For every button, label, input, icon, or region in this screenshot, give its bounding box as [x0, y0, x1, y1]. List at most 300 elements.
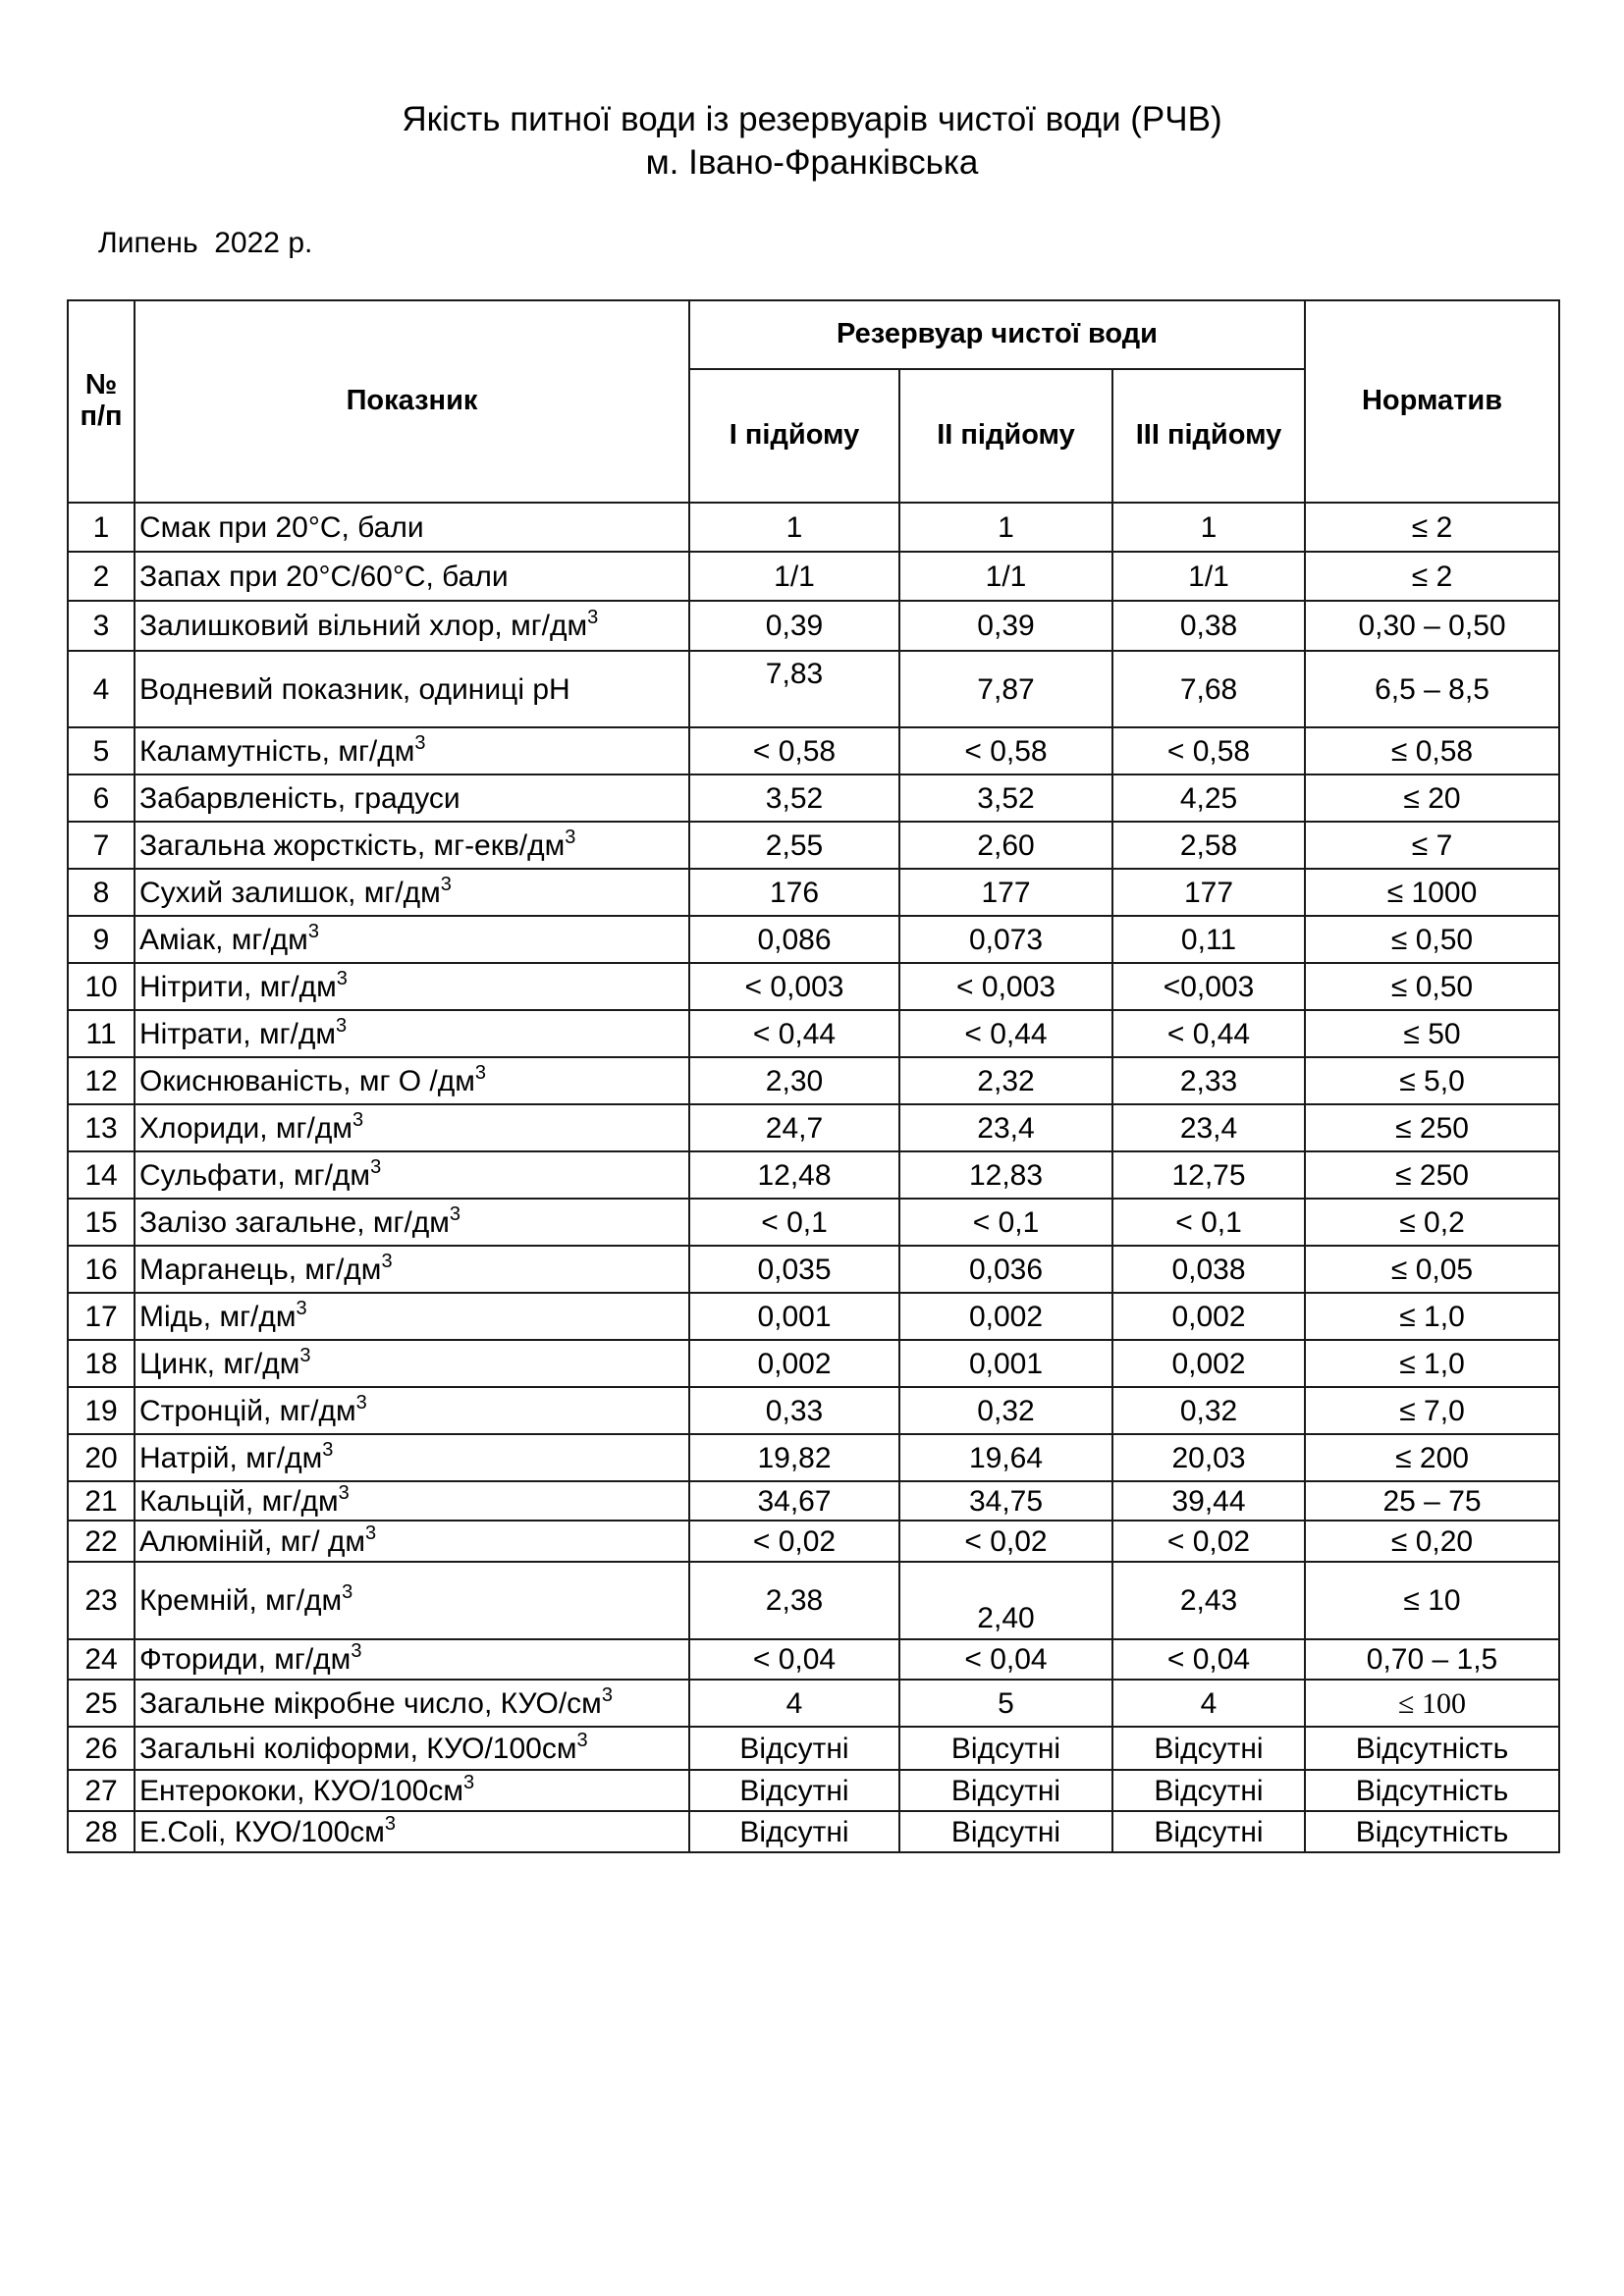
table-row [68, 1639, 1559, 1680]
row-number [68, 1727, 135, 1770]
indicator-name-text: Аміак, мг/дм [139, 923, 308, 956]
indicator-name-text: Натрій, мг/дм [139, 1441, 323, 1474]
indicator-name [135, 1727, 689, 1770]
reservoir-2-value-text: 12,83 [968, 1158, 1044, 1192]
reservoir-2-value [899, 1340, 1112, 1387]
indicator-name [135, 651, 689, 727]
indicator-name [135, 1521, 689, 1562]
row-number [68, 727, 135, 774]
table-row [68, 1293, 1559, 1340]
reservoir-2-value-text: 5 [998, 1686, 1014, 1720]
norm-value [1305, 1151, 1559, 1199]
row-number-text: 13 [84, 1111, 118, 1145]
water-quality-table [67, 299, 1560, 1853]
reservoir-3-value-text: 12,75 [1171, 1158, 1246, 1192]
indicator-name [135, 1680, 689, 1727]
norm-value-text: ≤ 0,50 [1390, 923, 1474, 956]
reservoir-1-value-text: 0,086 [757, 923, 832, 956]
reservoir-3-value [1112, 601, 1305, 651]
table-row [68, 1104, 1559, 1151]
row-number-text: 11 [85, 1017, 117, 1050]
reservoir-2-value [899, 774, 1112, 822]
table-row [68, 822, 1559, 869]
reservoir-2-value [899, 1562, 1112, 1639]
reservoir-3-value-text: 4,25 [1179, 781, 1238, 815]
reservoir-1-value [689, 1727, 899, 1770]
reservoir-1-value-text: Відсутні [739, 1815, 849, 1848]
reservoir-3-value [1112, 727, 1305, 774]
indicator-name [135, 1151, 689, 1199]
indicator-name-text: E.Coli, КУО/100см [139, 1815, 385, 1848]
row-number [68, 1770, 135, 1811]
header-number [68, 300, 135, 503]
unit-superscript: 3 [296, 1297, 307, 1319]
row-number-text: 14 [84, 1158, 118, 1192]
table-row [68, 1057, 1559, 1104]
reservoir-2-value [899, 1481, 1112, 1521]
norm-value [1305, 774, 1559, 822]
norm-value [1305, 1521, 1559, 1562]
indicator-name-text: Стронцій, мг/дм [139, 1394, 356, 1427]
indicator-name [135, 727, 689, 774]
header-reservoir-2: ІІ підйому [899, 369, 1112, 503]
norm-value [1305, 651, 1559, 727]
reservoir-3-value [1112, 1151, 1305, 1199]
reservoir-3-value-text: < 0,1 [1175, 1205, 1242, 1239]
indicator-name [135, 503, 689, 552]
reservoir-1-value-text: < 0,02 [752, 1524, 837, 1558]
norm-value-text: ≤ 2 [1411, 510, 1453, 544]
norm-value [1305, 1680, 1559, 1727]
indicator-name [135, 1057, 689, 1104]
unit-superscript: 3 [462, 1771, 475, 1793]
reservoir-1-value-text: 2,30 [765, 1064, 824, 1097]
indicator-name-text: Запах при 20°С/60°С, бали [139, 560, 509, 593]
row-number [68, 503, 135, 552]
indicator-name [135, 552, 689, 601]
reservoir-1-value [689, 916, 899, 963]
header-reservoir-1: І підйому [689, 369, 899, 503]
reservoir-3-value [1112, 1199, 1305, 1246]
unit-superscript: 3 [565, 826, 576, 848]
norm-value [1305, 916, 1559, 963]
reservoir-3-value-text: 0,002 [1171, 1300, 1246, 1333]
norm-value [1305, 503, 1559, 552]
reservoir-3-value-text: 4 [1200, 1686, 1218, 1720]
unit-superscript: 3 [299, 1344, 311, 1366]
unit-superscript: 3 [336, 967, 348, 989]
indicator-name-text: Водневий показник, одиниці рН [139, 672, 570, 706]
reservoir-3-value [1112, 1562, 1305, 1639]
norm-value [1305, 1246, 1559, 1293]
row-number [68, 774, 135, 822]
reservoir-2-value-text: < 0,02 [964, 1524, 1048, 1558]
reservoir-1-value [689, 1010, 899, 1057]
indicator-name-text: Мідь, мг/дм [139, 1300, 297, 1333]
reservoir-2-value-text: < 0,1 [972, 1205, 1040, 1239]
row-number-text: 4 [92, 672, 110, 706]
reservoir-2-value-text: 0,32 [977, 1394, 1035, 1427]
reservoir-3-value [1112, 1104, 1305, 1151]
unit-superscript: 3 [381, 1250, 393, 1272]
indicator-name [135, 1770, 689, 1811]
reservoir-3-value [1112, 1639, 1305, 1680]
table-row [68, 1680, 1559, 1727]
reservoir-3-value [1112, 651, 1305, 727]
norm-value-text: 6,5 – 8,5 [1375, 672, 1489, 706]
norm-value-text: ≤ 1000 [1386, 876, 1478, 909]
reservoir-1-value [689, 1246, 899, 1293]
reservoir-3-value [1112, 1010, 1305, 1057]
table-row [68, 1481, 1559, 1521]
reservoir-2-value [899, 1680, 1112, 1727]
reservoir-2-value [899, 1293, 1112, 1340]
reservoir-1-value [689, 1770, 899, 1811]
reservoir-2-value-text: 0,001 [968, 1347, 1044, 1380]
norm-value-text: ≤ 20 [1403, 781, 1461, 815]
reservoir-2-value-text: 0,036 [968, 1253, 1044, 1286]
reservoir-2-value-text: Відсутні [950, 1732, 1061, 1765]
header-row-1 [68, 300, 1559, 369]
reservoir-1-value [689, 1199, 899, 1246]
reservoir-2-value [899, 1057, 1112, 1104]
table-row [68, 1010, 1559, 1057]
unit-superscript: 3 [335, 1014, 348, 1037]
reservoir-1-value-text: 12,48 [757, 1158, 832, 1192]
indicator-name [135, 822, 689, 869]
reservoir-3-value-text: 1/1 [1188, 560, 1229, 593]
unit-superscript: 3 [370, 1155, 382, 1178]
unit-superscript: 3 [576, 1729, 588, 1751]
reservoir-2-value [899, 1199, 1112, 1246]
row-number-text: 22 [84, 1524, 118, 1558]
unit-superscript: 3 [587, 607, 599, 628]
reservoir-2-value [899, 1434, 1112, 1481]
reservoir-1-value-text: < 0,04 [752, 1643, 837, 1676]
unit-superscript: 3 [365, 1522, 377, 1544]
indicator-name [135, 1010, 689, 1057]
table-row [68, 869, 1559, 916]
unit-superscript: 3 [322, 1438, 334, 1461]
indicator-name-text: Кремній, мг/дм [139, 1584, 343, 1617]
table-row [68, 503, 1559, 552]
reservoir-1-value-text: 7,83 [765, 658, 824, 690]
row-number [68, 1387, 135, 1434]
reservoir-3-value-text: < 0,04 [1166, 1643, 1251, 1676]
norm-value-text: Відсутність [1355, 1774, 1509, 1807]
indicator-name [135, 1481, 689, 1521]
reservoir-2-value-text: 0,073 [968, 923, 1044, 956]
row-number [68, 601, 135, 651]
reservoir-2-value-text: 177 [981, 876, 1031, 909]
norm-value [1305, 1434, 1559, 1481]
reservoir-1-value-text: 1/1 [774, 560, 815, 593]
row-number-text: 21 [84, 1484, 118, 1518]
reservoir-3-value-text: 20,03 [1171, 1441, 1246, 1474]
indicator-name [135, 1340, 689, 1387]
reservoir-1-value [689, 552, 899, 601]
reservoir-2-value-text: 2,40 [977, 1602, 1035, 1634]
indicator-name [135, 774, 689, 822]
reservoir-3-value-text: 2,33 [1179, 1064, 1238, 1097]
norm-value-text: ≤ 0,50 [1390, 970, 1474, 1003]
reservoir-1-value [689, 1104, 899, 1151]
table-row [68, 1434, 1559, 1481]
indicator-name [135, 1434, 689, 1481]
reservoir-2-value [899, 1104, 1112, 1151]
norm-value [1305, 1010, 1559, 1057]
norm-value [1305, 1811, 1559, 1852]
indicator-name [135, 1293, 689, 1340]
row-number-text: 10 [84, 970, 118, 1003]
norm-value-text: ≤ 0,20 [1390, 1524, 1474, 1558]
reservoir-2-value [899, 1727, 1112, 1770]
norm-value-text: Відсутність [1355, 1732, 1509, 1765]
reservoir-1-value [689, 1481, 899, 1521]
reservoir-2-value-text: 0,39 [977, 610, 1035, 642]
indicator-name [135, 916, 689, 963]
indicator-name-text: Ентерококи, КУО/100см [139, 1774, 463, 1807]
reservoir-3-value-text: Відсутні [1154, 1774, 1264, 1807]
reservoir-1-value [689, 963, 899, 1010]
reservoir-2-value [899, 1639, 1112, 1680]
reservoir-1-value-text: < 0,003 [744, 970, 844, 1003]
norm-value [1305, 1104, 1559, 1151]
document-title [0, 98, 1624, 185]
indicator-name [135, 1199, 689, 1246]
norm-value [1305, 1199, 1559, 1246]
unit-superscript: 3 [342, 1581, 353, 1603]
indicator-name-text: Сухий залишок, мг/дм [139, 876, 441, 909]
reservoir-3-value-text: Відсутні [1154, 1815, 1264, 1848]
reservoir-2-value [899, 1387, 1112, 1434]
unit-superscript: 3 [355, 1391, 367, 1414]
table-row [68, 1811, 1559, 1852]
reservoir-3-value-text: 2,43 [1179, 1584, 1238, 1617]
header-number-line2: п/п [80, 400, 123, 432]
reservoir-2-value-text: 1 [998, 510, 1014, 544]
reservoir-1-value-text: < 0,1 [761, 1205, 828, 1239]
reservoir-1-value [689, 1057, 899, 1104]
table-row [68, 1151, 1559, 1199]
header-norm: Норматив [1305, 300, 1559, 503]
indicator-name-text: Смак при 20°С, бали [139, 510, 424, 544]
reservoir-1-value [689, 1387, 899, 1434]
row-number-text: 24 [84, 1643, 118, 1676]
reservoir-3-value-text: 0,002 [1171, 1347, 1246, 1380]
reservoir-2-value-text: 19,64 [968, 1441, 1044, 1474]
norm-value-text: ≤ 0,2 [1399, 1205, 1465, 1239]
reservoir-2-value [899, 601, 1112, 651]
reservoir-1-value-text: 2,55 [765, 828, 824, 862]
reservoir-2-value [899, 916, 1112, 963]
norm-value [1305, 1639, 1559, 1680]
reservoir-3-value-text: < 0,02 [1166, 1524, 1251, 1558]
row-number-text: 17 [84, 1300, 118, 1333]
table-row [68, 1727, 1559, 1770]
row-number-text: 1 [92, 510, 110, 544]
reservoir-3-value-text: 177 [1183, 876, 1234, 909]
reservoir-2-value [899, 1010, 1112, 1057]
row-number [68, 1562, 135, 1639]
row-number-text: 18 [84, 1347, 118, 1380]
norm-value-text: 0,70 – 1,5 [1366, 1643, 1498, 1676]
unit-superscript: 3 [352, 1108, 364, 1131]
row-number [68, 1680, 135, 1727]
unit-superscript: 3 [474, 1061, 487, 1084]
norm-value-text: ≤ 250 [1395, 1158, 1469, 1192]
reservoir-2-value [899, 1521, 1112, 1562]
norm-value-text: 0,30 – 0,50 [1358, 610, 1506, 642]
row-number [68, 1340, 135, 1387]
header-reservoir-group: Резервуар чистої води [689, 300, 1305, 369]
norm-value-text: ≤ 100 [1398, 1686, 1466, 1720]
reservoir-3-value-text: Відсутні [1154, 1732, 1264, 1765]
row-number-text: 20 [84, 1441, 118, 1474]
row-number [68, 1246, 135, 1293]
reservoir-3-value [1112, 1434, 1305, 1481]
table-row [68, 774, 1559, 822]
norm-value [1305, 601, 1559, 651]
reservoir-2-value [899, 1151, 1112, 1199]
indicator-name [135, 963, 689, 1010]
reservoir-1-value [689, 651, 899, 727]
reservoir-3-value [1112, 552, 1305, 601]
reservoir-1-value [689, 503, 899, 552]
indicator-name-text: Забарвленість, градуси [139, 781, 460, 815]
row-number [68, 1057, 135, 1104]
reservoir-2-value-text: 23,4 [977, 1111, 1035, 1145]
norm-value [1305, 1727, 1559, 1770]
reservoir-1-value-text: Відсутні [739, 1774, 849, 1807]
reservoir-2-value-text: < 0,44 [964, 1017, 1048, 1050]
row-number [68, 1104, 135, 1151]
row-number-text: 7 [92, 828, 110, 862]
reservoir-2-value-text: Відсутні [950, 1815, 1061, 1848]
reservoir-1-value [689, 1680, 899, 1727]
reservoir-3-value [1112, 916, 1305, 963]
norm-value [1305, 1481, 1559, 1521]
reservoir-1-value-text: 3,52 [765, 781, 824, 815]
reservoir-2-value [899, 503, 1112, 552]
reservoir-3-value [1112, 1246, 1305, 1293]
reservoir-2-value-text: Відсутні [950, 1774, 1061, 1807]
reservoir-3-value-text: 0,38 [1179, 610, 1238, 642]
indicator-name-text: Фториди, мг/дм [139, 1643, 352, 1676]
indicator-name-text: Нітрати, мг/дм [139, 1017, 336, 1050]
row-number-text: 8 [92, 876, 110, 909]
indicator-name-text: Алюміній, мг/ дм [139, 1524, 365, 1558]
norm-value [1305, 869, 1559, 916]
row-number-text: 2 [92, 560, 110, 593]
indicator-name [135, 601, 689, 651]
reservoir-3-value [1112, 1680, 1305, 1727]
row-number [68, 869, 135, 916]
reservoir-1-value-text: Відсутні [739, 1732, 849, 1765]
reservoir-1-value [689, 822, 899, 869]
table-row [68, 552, 1559, 601]
reservoir-3-value-text: 7,68 [1179, 672, 1238, 706]
norm-value [1305, 822, 1559, 869]
reservoir-2-value [899, 727, 1112, 774]
reservoir-3-value [1112, 1293, 1305, 1340]
reservoir-3-value-text: 0,038 [1171, 1253, 1246, 1286]
indicator-name-text: Загальне мікробне число, КУО/см [139, 1686, 602, 1720]
row-number-text: 26 [84, 1732, 118, 1765]
header-reservoir-3: ІІІ підйому [1112, 369, 1305, 503]
row-number [68, 1639, 135, 1680]
table-row [68, 1521, 1559, 1562]
unit-superscript: 3 [351, 1640, 362, 1662]
title-line-1: Якість питної води із резервуарів чистої води (РЧВ) [402, 100, 1222, 138]
norm-value-text: ≤ 0,05 [1390, 1253, 1474, 1286]
reservoir-1-value [689, 1811, 899, 1852]
unit-superscript: 3 [449, 1202, 461, 1225]
norm-value [1305, 1387, 1559, 1434]
indicator-name [135, 1246, 689, 1293]
header-number-line1: № [84, 369, 118, 401]
indicator-name-text: Загальна жорсткість, мг-екв/дм [139, 828, 566, 862]
reservoir-1-value [689, 774, 899, 822]
reservoir-1-value-text: 4 [785, 1686, 803, 1720]
row-number [68, 916, 135, 963]
norm-value-text: ≤ 10 [1403, 1584, 1461, 1617]
indicator-name-text: Каламутність, мг/дм [139, 734, 415, 768]
indicator-name-text: Залишковий вільний хлор, мг/дм [139, 610, 588, 642]
table-row [68, 1246, 1559, 1293]
indicator-name-text: Окиснюваність, мг О /дм [139, 1064, 475, 1097]
unit-superscript: 3 [440, 873, 452, 895]
reservoir-1-value [689, 727, 899, 774]
reservoir-2-value-text: 34,75 [968, 1484, 1044, 1518]
reservoir-3-value [1112, 1340, 1305, 1387]
norm-value-text: ≤ 200 [1395, 1441, 1469, 1474]
indicator-name [135, 1639, 689, 1680]
norm-value-text: ≤ 1,0 [1399, 1347, 1465, 1380]
reservoir-3-value-text: < 0,58 [1166, 734, 1251, 768]
norm-value [1305, 727, 1559, 774]
row-number [68, 1010, 135, 1057]
row-number [68, 651, 135, 727]
reservoir-3-value-text: <0,003 [1163, 970, 1255, 1003]
reservoir-3-value [1112, 822, 1305, 869]
unit-superscript: 3 [601, 1683, 613, 1706]
reservoir-1-value [689, 1340, 899, 1387]
norm-value-text: ≤ 250 [1395, 1111, 1469, 1145]
row-number [68, 1811, 135, 1852]
norm-value-text: ≤ 7 [1411, 828, 1453, 862]
indicator-name-text: Залізо загальне, мг/дм [139, 1205, 450, 1239]
table-row [68, 1340, 1559, 1387]
reservoir-3-value [1112, 1727, 1305, 1770]
indicator-name-text: Сульфати, мг/дм [139, 1158, 371, 1192]
reservoir-2-value [899, 651, 1112, 727]
reservoir-3-value [1112, 1481, 1305, 1521]
row-number [68, 1199, 135, 1246]
reservoir-1-value [689, 1434, 899, 1481]
reservoir-2-value [899, 1246, 1112, 1293]
reservoir-2-value [899, 1770, 1112, 1811]
indicator-name-text: Цинк, мг/дм [139, 1347, 300, 1380]
norm-value [1305, 1057, 1559, 1104]
row-number [68, 822, 135, 869]
indicator-name [135, 1104, 689, 1151]
reservoir-1-value [689, 1562, 899, 1639]
reservoir-2-value [899, 1811, 1112, 1852]
reservoir-3-value [1112, 774, 1305, 822]
row-number-text: 25 [84, 1686, 118, 1720]
reservoir-3-value-text: 0,32 [1179, 1394, 1238, 1427]
